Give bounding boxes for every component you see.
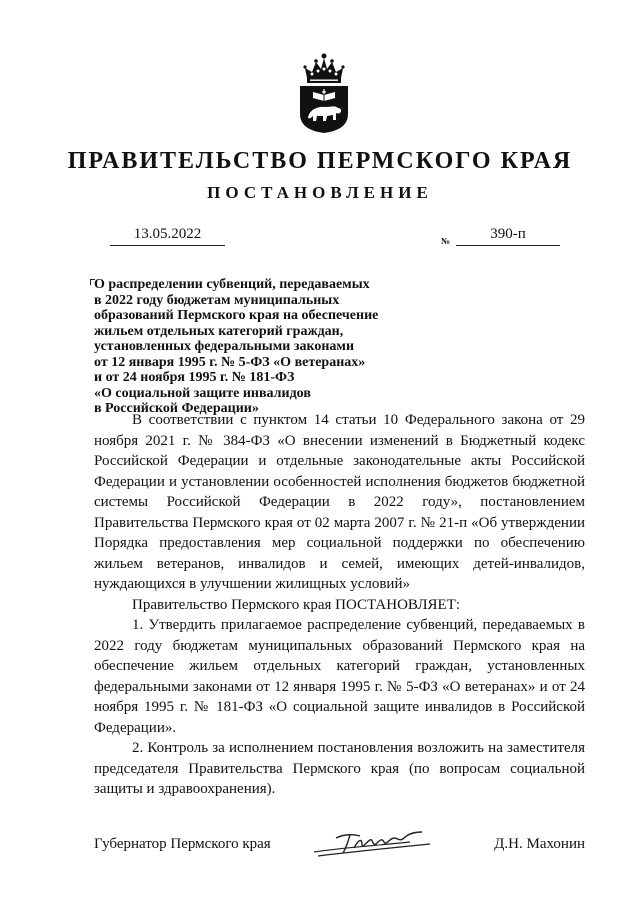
body-paragraph: Правительство Пермского края ПОСТАНОВЛЯЕТ: [132, 596, 461, 613]
body-paragraph: В соответствии с пунктом 14 статьи 10 Федерального закона от 29 ноября 2021 г. № 384-ФЗ «О внесении изменений в Бюджетный кодекс Российской Федерации и отдельные законодательные акты Российской Федерации и установлении особенностей исполнения бюджетов бюджетной системы Российской Федерации в 2022 году», постановлением Правительства Пермского края от 02 марта 2007 г. № 21-п «Об утверждении Порядка предоставления мер социальной поддержки по обеспечению жильем ветеранов, инвалидов и семей, имеющих детей-инвалидов, нуждающихся в улучшении жилищных условий» [94, 412, 585, 592]
subject-line: О распределении субвенций, передаваемых [94, 277, 370, 292]
organization-title: ПРАВИТЕЛЬСТВО ПЕРМСКОГО КРАЯ [67, 148, 573, 174]
subject-line: от 12 января 1995 г. № 5-ФЗ «О ветеранах» [94, 354, 366, 370]
subject-line: и от 24 ноября 1995 г. № 181-ФЗ [94, 370, 295, 385]
document-subject [94, 277, 434, 417]
document-number: 390-п [490, 226, 526, 242]
number-underline [456, 245, 560, 246]
handwritten-signature-icon [310, 826, 438, 860]
subject-line: в Российской Федерации» [94, 401, 259, 416]
number-sign: № [441, 236, 451, 246]
subject-line: жильем отдельных категорий граждан, [94, 323, 344, 339]
subject-line: образований Пермского края на обеспечение [94, 308, 379, 323]
date-underline [110, 245, 225, 246]
body-paragraph: 2. Контроль за исполнением постановления возложить на заместителя председателя Правительства Пермского края (по вопросам социальной защиты и здравоохранения). [94, 740, 585, 797]
subject-line: «О социальной защите инвалидов [94, 385, 311, 401]
subject-line: в 2022 году бюджетам муниципальных [94, 292, 340, 308]
signatory-role: Губернатор Пермского края [94, 836, 271, 852]
coat-of-arms-icon [293, 52, 355, 134]
body-paragraph: 1. Утвердить прилагаемое распределение субвенций, передаваемых в 2022 году бюджетам муниципальных образований Пермского края на обеспечение жильем отдельных категорий граждан, установленных федеральными законами от 12 января 1995 г. № 5-ФЗ «О ветеранах» и от 24 ноября 1995 г. № 181-ФЗ «О социальной защите инвалидов в Российской Федерации». [94, 617, 585, 736]
document-date: 13.05.2022 [133, 226, 202, 242]
signature-block [94, 836, 585, 860]
document-type: ПОСТАНОВЛЕНИЕ [207, 183, 433, 202]
document-body [94, 410, 585, 800]
subject-line: установленных федеральными законами [94, 339, 355, 354]
signatory-name: Д.Н. Махонин [494, 836, 585, 852]
